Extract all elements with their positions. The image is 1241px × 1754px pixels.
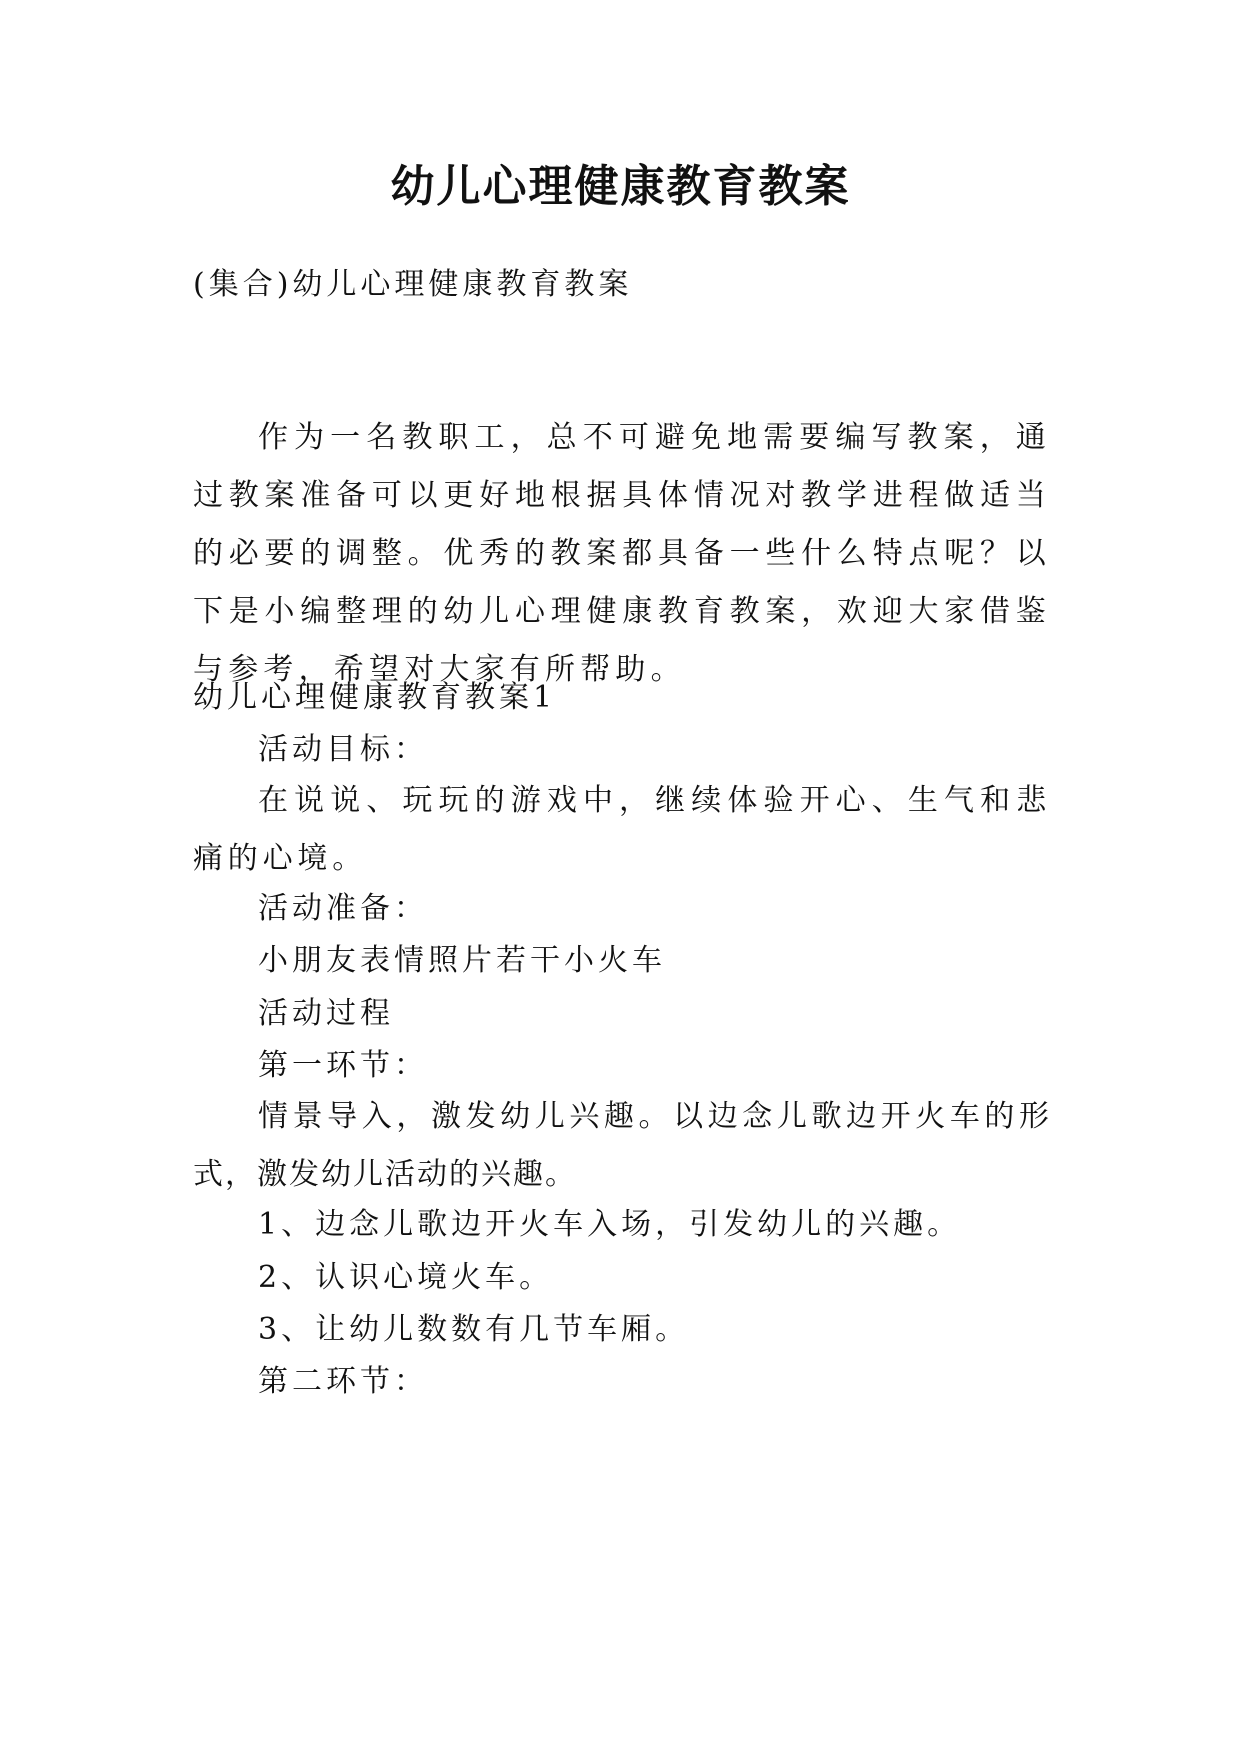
document-subtitle: (集合)幼儿心理健康教育教案 [193, 267, 633, 302]
step-2: 2、认识心境火车。 [258, 1260, 554, 1295]
process-label: 活动过程 [258, 996, 394, 1031]
step-3: 3、让幼儿数数有几节车厢。 [258, 1312, 690, 1347]
prep-text: 小朋友表情照片若干小火车 [258, 943, 666, 978]
goal-label: 活动目标： [258, 732, 428, 767]
goal-text: 在说说、玩玩的游戏中，继续体验开心、生气和悲痛的心境。 [193, 783, 1051, 876]
stage1-text: 情景导入，激发幼儿兴趣。以边念儿歌边开火车的形式，激发幼儿活动的兴趣。 [193, 1099, 1051, 1192]
section-heading: 幼儿心理健康教育教案1 [193, 680, 557, 715]
document-title: 幼儿心理健康教育教案 [390, 161, 851, 212]
step-1: 1、边念儿歌边开火车入场，引发幼儿的兴趣。 [258, 1207, 962, 1242]
prep-label: 活动准备： [258, 891, 428, 926]
intro-paragraph: 作为一名教职工，总不可避免地需要编写教案，通过教案准备可以更好地根据具体情况对教学进程做适当的必要的调整。优秀的教案都具备一些什么特点呢？以下是小编整理的幼儿心理健康教育教案，欢迎大家借鉴与参考，希望对大家有所帮助。 [193, 420, 1051, 687]
stage2-label: 第二环节： [258, 1364, 428, 1399]
stage1-label: 第一环节： [258, 1048, 428, 1083]
